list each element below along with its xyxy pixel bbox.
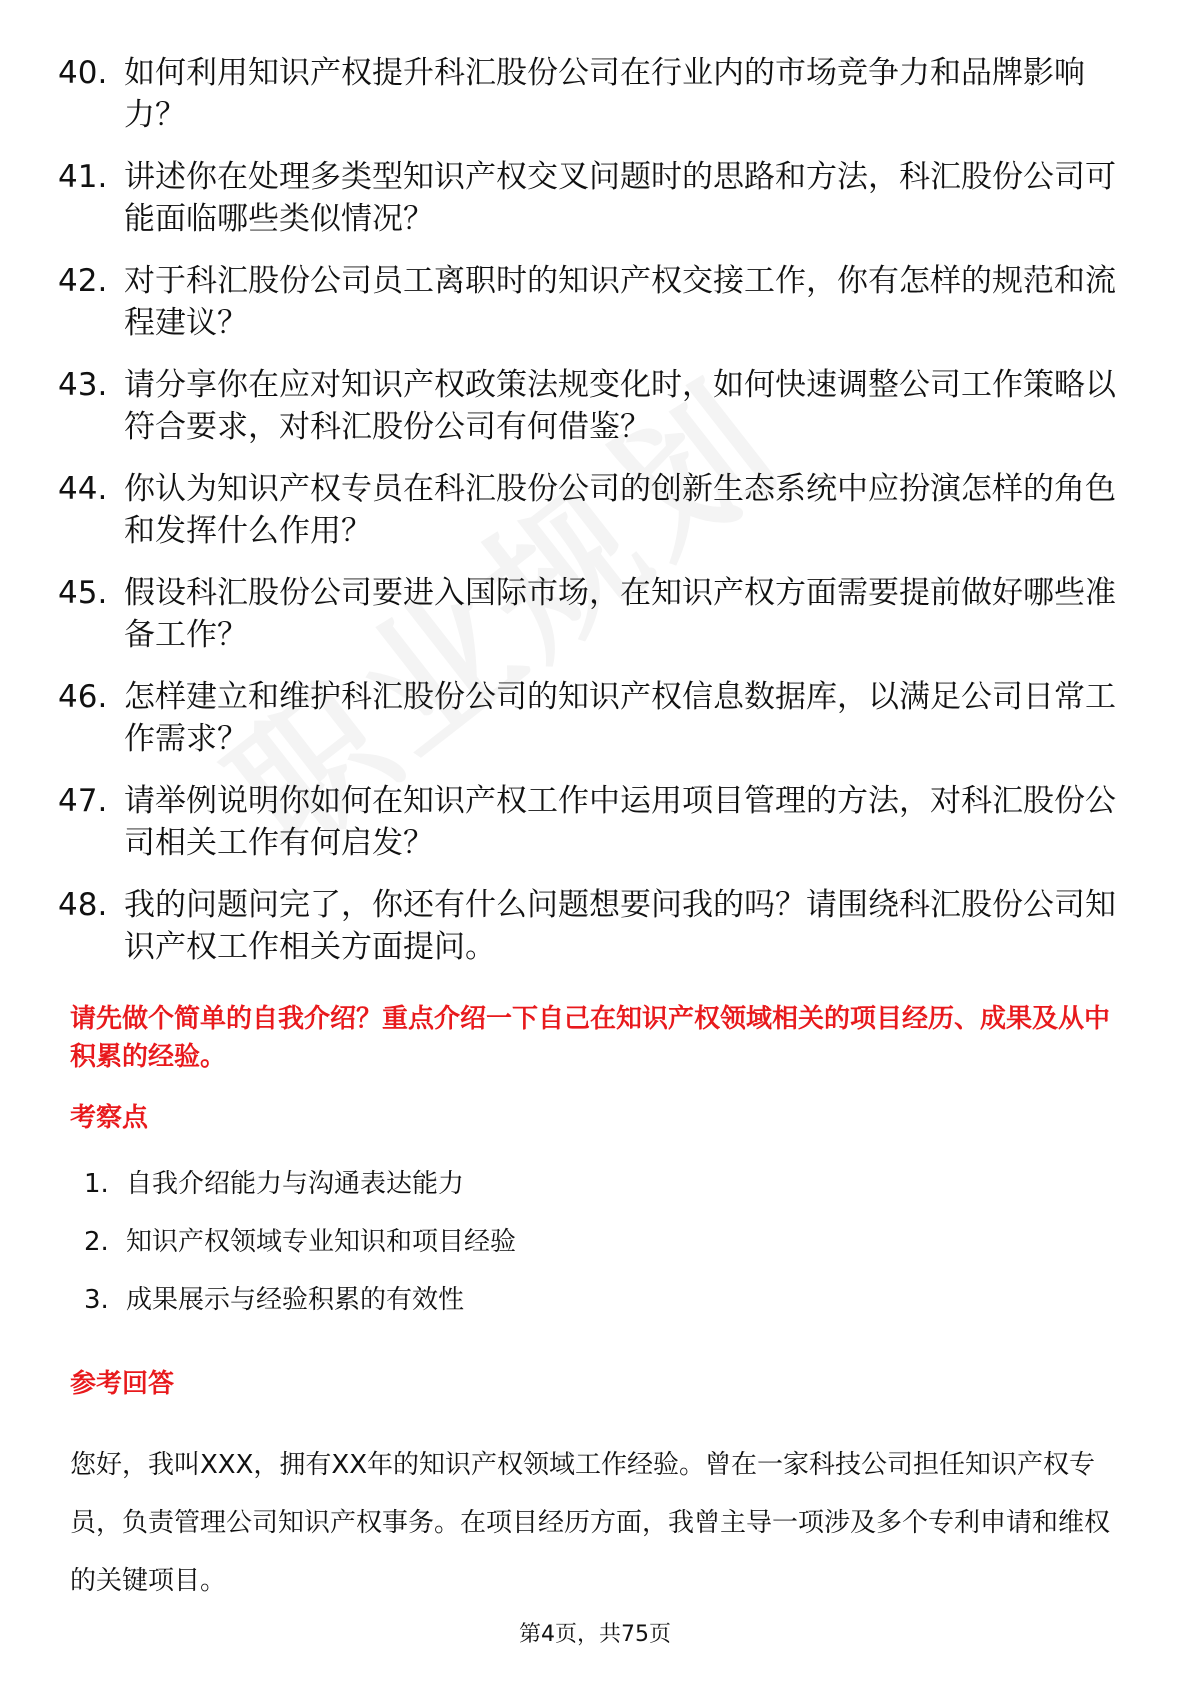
question-number: 47. [58, 783, 108, 819]
assessment-points-title: 考察点 [70, 1103, 149, 1133]
question-text: 如何利用知识产权提升科汇股份公司在行业内的市场竞争力和品牌影响力？ [124, 55, 1085, 133]
question-text: 怎样建立和维护科汇股份公司的知识产权信息数据库，以满足公司日常工作需求？ [124, 679, 1116, 757]
question-item [58, 572, 1118, 656]
question-number: 40. [58, 55, 108, 91]
question-text: 我的问题问完了，你还有什么问题想要问我的吗？请围绕科汇股份公司知识产权工作相关方面提问。 [124, 887, 1116, 965]
assessment-points-list [84, 1166, 516, 1340]
question-item [58, 676, 1118, 760]
point-text: 自我介绍能力与沟通表达能力 [126, 1169, 465, 1199]
question-item [58, 260, 1118, 344]
assessment-point [84, 1166, 516, 1202]
question-item [58, 364, 1118, 448]
assessment-point [84, 1282, 516, 1318]
question-number: 48. [58, 887, 108, 923]
question-text: 假设科汇股份公司要进入国际市场，在知识产权方面需要提前做好哪些准备工作？ [124, 575, 1116, 653]
question-number: 44. [58, 471, 108, 507]
question-number: 43. [58, 367, 108, 403]
question-list [58, 52, 1118, 988]
question-number: 42. [58, 263, 108, 299]
question-number: 41. [58, 159, 108, 195]
point-text: 知识产权领域专业知识和项目经验 [126, 1227, 517, 1257]
point-number: 1. [84, 1169, 109, 1199]
point-number: 2. [84, 1227, 109, 1257]
question-text: 讲述你在处理多类型知识产权交叉问题时的思路和方法，科汇股份公司可能面临哪些类似情况？ [124, 159, 1116, 237]
question-text: 对于科汇股份公司员工离职时的知识产权交接工作，你有怎样的规范和流程建议？ [124, 263, 1116, 341]
reference-answer-text: 您好，我叫XXX，拥有XX年的知识产权领域工作经验。曾在一家科技公司担任知识产权专员，负责管理公司知识产权事务。在项目经历方面，我曾主导一项涉及多个专利申请和维权的关键项目。 [70, 1450, 1111, 1596]
reference-answer-title: 参考回答 [70, 1369, 175, 1399]
assessment-point [84, 1224, 516, 1260]
question-text: 请分享你在应对知识产权政策法规变化时，如何快速调整公司工作策略以符合要求，对科汇股份公司有何借鉴？ [124, 367, 1116, 445]
question-text: 请举例说明你如何在知识产权工作中运用项目管理的方法，对科汇股份公司相关工作有何启发？ [124, 783, 1116, 861]
point-number: 3. [84, 1285, 109, 1315]
question-number: 46. [58, 679, 108, 715]
intro-question-heading: 请先做个简单的自我介绍？重点介绍一下自己在知识产权领域相关的项目经历、成果及从中积累的经验。 [70, 1004, 1111, 1072]
question-number: 45. [58, 575, 108, 611]
question-item [58, 156, 1118, 240]
question-item [58, 780, 1118, 864]
point-text: 成果展示与经验积累的有效性 [126, 1285, 465, 1315]
question-item [58, 884, 1118, 968]
question-text: 你认为知识产权专员在科汇股份公司的创新生态系统中应扮演怎样的角色和发挥什么作用？ [124, 471, 1116, 549]
question-item [58, 468, 1118, 552]
page-number-footer: 第4页，共75页 [519, 1622, 671, 1647]
question-item [58, 52, 1118, 136]
